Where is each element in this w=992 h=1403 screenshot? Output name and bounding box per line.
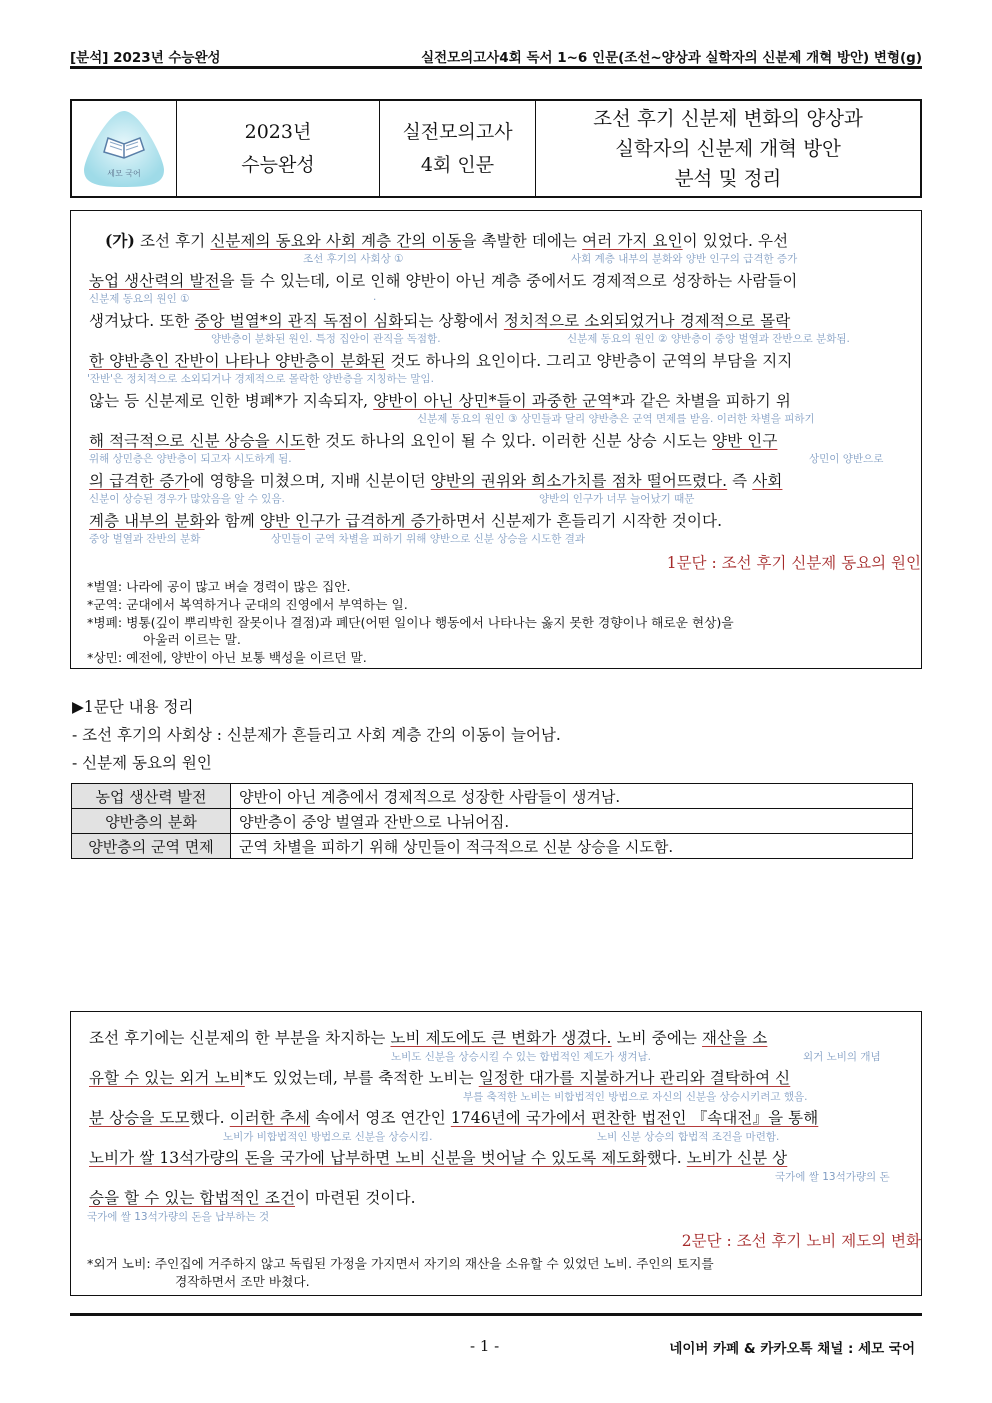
title-line-3: 분석 및 정리	[674, 166, 782, 190]
summary-point-1: - 조선 후기의 사회상 : 신분제가 흔들리고 사회 계층 간의 이동이 늘어남.	[72, 726, 561, 744]
paragraph-2-summary: 2문단 : 조선 후기 노비 제도의 변화	[681, 1232, 921, 1250]
p1-line-7: 의 급격한 증가에 영향을 미쳤으며, 지배 신분이던 양반의 권위와 희소가치를 점차 떨어뜨렸다. 즉 사회	[89, 472, 783, 490]
table-value: 군역 차별을 피하기 위해 상민들이 적극적으로 신분 상승을 시도함.	[231, 834, 913, 859]
footnote: *벌열: 나라에 공이 많고 벼슬 경력이 많은 집안.	[87, 579, 351, 594]
p1-line-5: 않는 등 신분제로 인한 병폐*가 지속되자, 양반이 아닌 상민*들이 과중한 군역*과 같은 차별을 피하기 위	[89, 392, 791, 410]
table-value: 양반층이 중앙 벌열과 잔반으로 나뉘어짐.	[231, 809, 913, 834]
year-cell	[177, 101, 380, 196]
annotation: 신분제 동요의 원인 ② 양반층이 중앙 벌열과 잔반으로 분화됨.	[567, 333, 850, 345]
summary-heading: ▶1문단 내용 정리	[72, 698, 194, 716]
annotation: 위해 상민층은 양반층이 되고자 시도하게 됨.	[89, 453, 292, 465]
annotation: 양반의 인구가 너무 늘어났기 때문	[539, 493, 695, 505]
paragraph-1-summary: 1문단 : 조선 후기 신분제 동요의 원인	[666, 554, 921, 572]
p2-line-4: 노비가 쌀 13석가량의 돈을 국가에 납부하면 노비 신분을 벗어날 수 있도록 제도화했다. 노비가 신분 상	[89, 1149, 788, 1167]
annotation: 국가에 쌀 13석가량의 돈	[775, 1171, 890, 1183]
year-text: 2023년	[244, 120, 312, 143]
annotation: 외거 노비의 개념	[803, 1051, 881, 1063]
table-row	[72, 834, 913, 859]
book-logo-icon	[80, 108, 168, 190]
footnote: 아울러 이르는 말.	[143, 632, 241, 647]
p1-line-3: 생겨났다. 또한 중앙 벌열*의 관직 독점이 심화되는 상황에서 정치적으로 소외되었거나 경제적으로 몰락	[89, 312, 791, 330]
footnote: *군역: 군대에서 복역하거나 군대의 진영에서 부역하는 일.	[87, 597, 408, 612]
p2-line-2: 유할 수 있는 외거 노비*도 있었는데, 부를 축적한 노비는 일정한 대가를 지불하거나 관리와 결탁하여 신	[89, 1069, 791, 1087]
book-text: 수능완성	[241, 153, 315, 176]
annotation: 사회 계층 내부의 분화와 양반 인구의 급격한 증가	[571, 253, 798, 265]
table-key: 양반층의 군역 면제	[72, 834, 231, 859]
p1-line-2: 농업 생산력의 발전을 들 수 있는데, 이로 인해 양반이 아닌 계층 중에서도 경제적으로 성장하는 사람들이	[89, 272, 798, 290]
header-divider	[70, 66, 922, 69]
annotation: 신분제 동요의 원인 ③ 상민들과 달리 양반층은 군역 면제를 받음. 이러한 차별을 피하기	[417, 413, 815, 425]
annotation: 부를 축적한 노비는 비합법적인 방법으로 자신의 신분을 상승시키려고 했음.	[463, 1091, 808, 1103]
p1-line-8: 계층 내부의 분화와 함께 양반 인구가 급격하게 증가하면서 신분제가 흔들리기 시작한 것이다.	[89, 512, 723, 530]
title-line-2: 실학자의 신분제 개혁 방안	[615, 136, 841, 160]
round-text: 4회 인문	[420, 153, 495, 176]
logo-cell	[72, 101, 177, 196]
annotation: .	[373, 291, 377, 303]
passage-2-box	[70, 1011, 922, 1296]
p1-line-6: 해 적극적으로 신분 상승을 시도한 것도 하나의 요인이 될 수 있다. 이러한 신분 상승 시도는 양반 인구	[89, 432, 778, 450]
annotation: 신분제 동요의 원인 ①	[89, 293, 190, 305]
table-row	[72, 809, 913, 834]
passage-1-box	[70, 210, 922, 669]
header-left: [분석] 2023년 수능완성	[70, 50, 221, 66]
annotation: 상민들이 군역 차별을 피하기 위해 양반으로 신분 상승을 시도한 결과	[271, 533, 586, 545]
table-value: 양반이 아닌 계층에서 경제적으로 성장한 사람들이 생겨남.	[231, 784, 913, 809]
annotation: 노비도 신분을 상승시킬 수 있는 합법적인 제도가 생겨남.	[391, 1051, 651, 1063]
table-row	[72, 784, 913, 809]
exam-cell	[380, 101, 536, 196]
table-key: 농업 생산력 발전	[72, 784, 231, 809]
footnote: 경작하면서 조만 바쳤다.	[175, 1274, 310, 1289]
annotation: 국가에 쌀 13석가량의 돈을 납부하는 것	[87, 1211, 270, 1223]
title-line-1: 조선 후기 신분제 변화의 양상과	[593, 106, 863, 130]
p1-line-1: (가) 조선 후기 신분제의 동요와 사회 계층 간의 이동을 촉발한 데에는 여러 가지 요인이 있었다. 우선	[105, 231, 789, 250]
footnote: *상민: 예전에, 양반이 아닌 보통 백성을 이르던 말.	[87, 650, 367, 665]
page-header	[70, 44, 922, 66]
paragraph-label: (가)	[105, 231, 135, 250]
footer-divider	[70, 1313, 922, 1316]
annotation: 상민이 양반으로	[809, 453, 884, 465]
table-key: 양반층의 분화	[72, 809, 231, 834]
exam-text: 실전모의고사	[402, 120, 513, 143]
p2-line-3: 분 상승을 도모했다. 이러한 추세 속에서 영조 연간인 1746년에 국가에서 편찬한 법전인 『속대전』을 통해	[89, 1109, 819, 1127]
page-number: - 1 -	[470, 1337, 500, 1355]
annotation: '잔반'은 정치적으로 소외되거나 경제적으로 몰락한 양반층을 지칭하는 말임.	[87, 373, 434, 385]
title-box	[70, 99, 922, 198]
cause-table	[71, 783, 913, 859]
footnote: *병폐: 병통(깊이 뿌리박힌 잘못이나 결점)과 폐단(어떤 일이나 행동에서 나타나는 옳지 못한 경향이나 해로운 현상)을	[87, 615, 734, 630]
p1-line-4: 한 양반층인 잔반이 나타나 양반층이 분화된 것도 하나의 요인이다. 그리고 양반층이 군역의 부담을 지지	[89, 352, 793, 370]
header-right: 실전모의고사4회 독서 1~6 인문(조선~양상과 실학자의 신분제 개혁 방안) 변형(g)	[421, 50, 922, 66]
footer-channel: 네이버 카페 & 카카오톡 채널 : 세모 국어	[669, 1341, 915, 1357]
title-cell	[536, 101, 920, 196]
footnote: *외거 노비: 주인집에 거주하지 않고 독립된 가정을 가지면서 자기의 재산을 소유할 수 있었던 노비. 주인의 토지를	[87, 1256, 714, 1271]
summary-point-2: - 신분제 동요의 원인	[72, 754, 212, 772]
p2-line-5: 승을 할 수 있는 합법적인 조건이 마련된 것이다.	[89, 1189, 416, 1207]
svg-text:세모 국어: 세모 국어	[107, 168, 141, 178]
p2-line-1: 조선 후기에는 신분제의 한 부분을 차지하는 노비 제도에도 큰 변화가 생겼다. 노비 중에는 재산을 소	[89, 1029, 768, 1047]
annotation: 조선 후기의 사회상 ①	[303, 253, 404, 265]
annotation: 양반층이 분화된 원인. 특정 집안이 관직을 독점함.	[211, 333, 441, 345]
annotation: 노비가 비합법적인 방법으로 신분을 상승시킴.	[223, 1131, 433, 1143]
annotation: 중앙 벌열과 잔반의 분화	[89, 533, 201, 545]
annotation: 노비 신분 상승의 합법적 조건을 마련함.	[597, 1131, 780, 1143]
annotation: 신분이 상승된 경우가 많았음을 알 수 있음.	[89, 493, 285, 505]
